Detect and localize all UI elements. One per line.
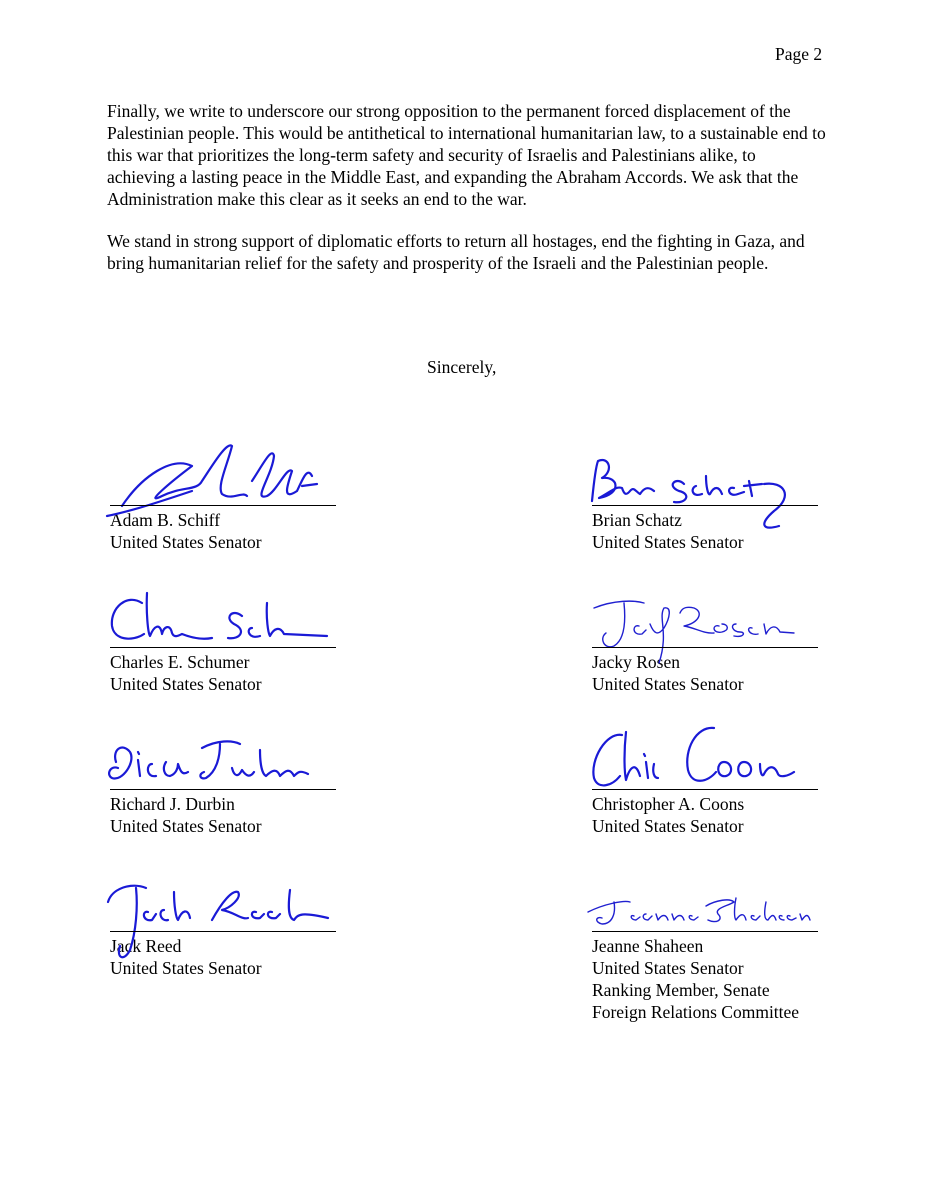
signatory-title: United States Senator [110,674,262,694]
signature-line [110,789,336,790]
signatory-title: United States Senator [592,532,744,552]
signature-line [592,789,818,790]
signature-reed [102,862,342,962]
signature-schiff [102,436,342,516]
signatory-name: Brian Schatz [592,510,682,530]
signatory-title: United States Senator [110,958,262,978]
signatory-title: United States Senator [110,532,262,552]
signature-schatz [584,436,824,536]
signatory-committee: Foreign Relations Committee [592,1002,800,1022]
signatory-name: Jack Reed [110,936,182,956]
body-paragraph-1: Finally, we write to underscore our strong opposition to the permanent forced displacement of the Palestinian people. This would be antithetical to international humanitarian law, to a sustainable end to this war that prioritizes the long-term safety and security of Israelis and Palestinians alike, to achieving a lasting peace in the Middle East, and expanding the Abraham Accords. We ask that the Administration make this clear as it seeks an end to the war. [107,101,826,209]
signatory-role: Ranking Member, Senate [592,980,770,1000]
signatory-title: United States Senator [110,816,262,836]
signature-line [592,647,818,648]
page-number: Page 2 [775,44,823,64]
signature-block-durbin [110,720,370,837]
signature-shaheen [584,862,824,942]
signatory-title: United States Senator [592,958,744,978]
signature-coons [584,720,824,800]
signatory-name: Adam B. Schiff [110,510,221,530]
signatory-name: Jacky Rosen [592,652,680,672]
signature-block-schatz [592,436,852,553]
signatory-title: United States Senator [592,816,744,836]
signatory-name: Charles E. Schumer [110,652,250,672]
signature-rosen [584,578,824,668]
signatory-title: United States Senator [592,674,744,694]
signature-block-rosen [592,578,852,695]
signature-block-schumer [110,578,370,695]
signature-durbin [102,720,342,800]
closing: Sincerely, [427,357,497,377]
signature-line [592,931,818,932]
signatory-name: Richard J. Durbin [110,794,235,814]
signature-line [110,647,336,648]
signature-line [592,505,818,506]
body-paragraph-2: We stand in strong support of diplomatic efforts to return all hostages, end the fighting in Gaza, and bring humanitarian relief for the safety and prosperity of the Israeli and the Palestinian people. [107,231,805,273]
signature-block-reed [110,862,370,979]
signatory-name: Jeanne Shaheen [592,936,704,956]
signature-block-coons [592,720,852,837]
signature-block-shaheen [592,862,852,1023]
signature-line [110,931,336,932]
signature-schumer [102,578,342,658]
signature-block-schiff [110,436,370,553]
signatory-name: Christopher A. Coons [592,794,745,814]
signature-line [110,505,336,506]
